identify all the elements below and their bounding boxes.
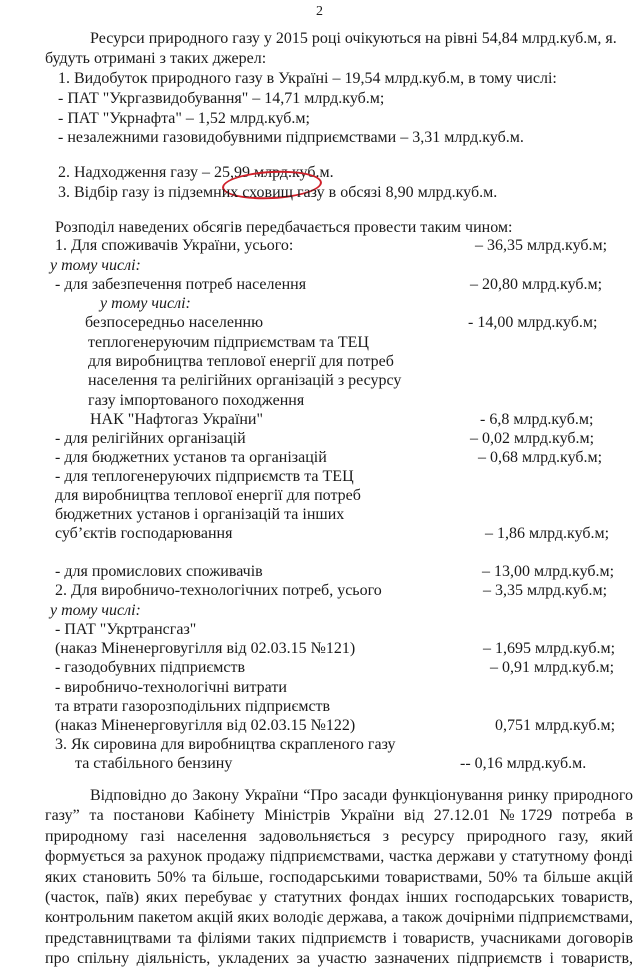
distribution-row-label: 1. Для споживачів України, усього: <box>55 237 294 254</box>
item-2-prefix: 2. Надходження газу – <box>58 164 214 181</box>
distribution-row-label: у тому числі: <box>100 295 191 312</box>
resources-item-1a: - ПАТ "Укргазвидобування" – 14,71 млрд.куб.м; <box>58 90 385 107</box>
distribution-row-value: – 13,00 млрд.куб.м; <box>482 563 615 580</box>
distribution-row-value: – 0,91 млрд.куб.м; <box>490 659 615 676</box>
resources-intro-line-1: Ресурси природного газу у 2015 році очікуються на рівні 54,84 млрд.куб.м, я. <box>90 30 617 47</box>
distribution-row-label: НАК "Нафтогаз України" <box>90 411 263 428</box>
distribution-row-label: - газодобувних підприємств <box>55 659 246 676</box>
distribution-row-label: бюджетних установ і організацій та інших <box>55 506 345 523</box>
distribution-row-label: у тому числі: <box>50 257 141 274</box>
distribution-row-label: - для релігійних організацій <box>55 430 246 447</box>
law-paragraph-line: представництвами та філіями таких підприємств і товариств, учасниками договорів <box>45 929 633 947</box>
distribution-row-label: суб’єктів господарювання <box>55 525 233 542</box>
distribution-row-label: - ПАТ "Укртрансгаз" <box>55 621 197 638</box>
item-2-highlighted-value: 25,99 млрд.куб <box>213 164 316 181</box>
distribution-row-label: газу імпортованого походження <box>88 392 305 409</box>
item-2-suffix: .м. <box>315 164 334 181</box>
distribution-row-value: -- 0,16 млрд.куб.м. <box>460 755 587 772</box>
distribution-row-label: теплогенеруючим підприємствам та ТЕЦ <box>88 334 369 351</box>
distribution-row-label: (наказ Міненерговугілля від 02.03.15 №122) <box>55 717 356 734</box>
resources-item-1c: - незалежними газовидобувними підприємствами – 3,31 млрд.куб.м. <box>58 129 524 146</box>
resources-item-1b: - ПАТ "Укрнафта" – 1,52 млрд.куб.м; <box>58 110 310 127</box>
distribution-row-label: - виробничо-технологічні витрати <box>55 679 287 696</box>
resources-item-1: 1. Видобуток природного газу в Україні – 19,54 млрд.куб.м, в тому числі: <box>58 70 557 87</box>
distribution-row-label: для виробництва теплової енергії для потреб <box>88 353 394 370</box>
distribution-row-label: для виробництва теплової енергії для потреб <box>55 487 361 504</box>
law-paragraph-line: яких становить 50% та більше, господарськими товариствами, 50% та більше акцій <box>45 868 633 886</box>
distribution-row-label: 3. Як сировина для виробництва скрапленого газу <box>55 736 396 753</box>
distribution-row-value: – 36,35 млрд.куб.м; <box>475 237 608 254</box>
distribution-row-label: безпосередньо населенню <box>85 314 264 331</box>
distribution-row-label: - для теплогенеруючих підприємств та ТЕЦ <box>55 468 354 485</box>
law-paragraph-line: про спільну діяльність, укладених за участю зазначених підприємств і товариств, <box>45 950 633 968</box>
distribution-row-label: - для промислових споживачів <box>55 563 263 580</box>
distribution-row-value: – 0,68 млрд.куб.м; <box>478 449 603 466</box>
distribution-row-value: – 0,02 млрд.куб.м; <box>470 430 595 447</box>
resources-intro-line-2: будуть отримані з таких джерел: <box>45 50 267 67</box>
distribution-row-label: та втрати газорозподільних підприємств <box>55 698 331 715</box>
law-paragraph-line: контрольним пакетом акцій яких володіє держава, а також дочірніми підприємствами, <box>45 909 633 927</box>
law-paragraph-line: Відповідно до Закону України “Про засади функціонування ринку природного <box>90 787 633 804</box>
distribution-intro: Розподіл наведених обсягів передбачається провести таким чином: <box>55 219 513 236</box>
distribution-row-label: (наказ Міненерговугілля від 02.03.15 №121) <box>55 640 356 657</box>
resources-item-3: 3. Відбір газу із підземних сховищ газу в обсязі 8,90 млрд.куб.м. <box>58 184 498 201</box>
distribution-row-label: та стабільного бензину <box>75 755 233 772</box>
distribution-row-label: - для забезпечення потреб населення <box>55 276 307 293</box>
law-paragraph-line: (часток, паїв) яких перебуває у статутних фондах інших господарських товариств, <box>45 889 633 906</box>
distribution-row-label: у тому числі: <box>50 602 141 619</box>
law-paragraph-line: природному газі населення задовольняється з ресурсу природного газу, який <box>45 827 633 845</box>
distribution-row-label: - для бюджетних установ та організацій <box>55 449 327 466</box>
distribution-row-value: - 14,00 млрд.куб.м; <box>468 314 598 331</box>
distribution-row-value: – 3,35 млрд.куб.м; <box>483 582 608 599</box>
distribution-row-value: – 1,86 млрд.куб.м; <box>485 525 610 542</box>
law-paragraph-line: газу” та постанови Кабінету Міністрів України від 27.12.01 №1729 потреба в <box>45 807 633 825</box>
distribution-row-label: 2. Для виробничо-технологічних потреб, усього <box>55 582 382 599</box>
distribution-row-value: – 20,80 млрд.куб.м; <box>470 276 603 293</box>
distribution-row-value: 0,751 млрд.куб.м; <box>495 717 616 734</box>
distribution-row-value: - 6,8 млрд.куб.м; <box>480 411 594 428</box>
page-number: 2 <box>316 4 323 19</box>
distribution-row-label: населення та релігійних організацій з ресурсу <box>88 372 402 389</box>
distribution-row-value: – 1,695 млрд.куб.м; <box>483 640 616 657</box>
law-paragraph-line: формується за рахунок продажу підприємствами, частка держави у статутному фонді <box>45 848 633 866</box>
